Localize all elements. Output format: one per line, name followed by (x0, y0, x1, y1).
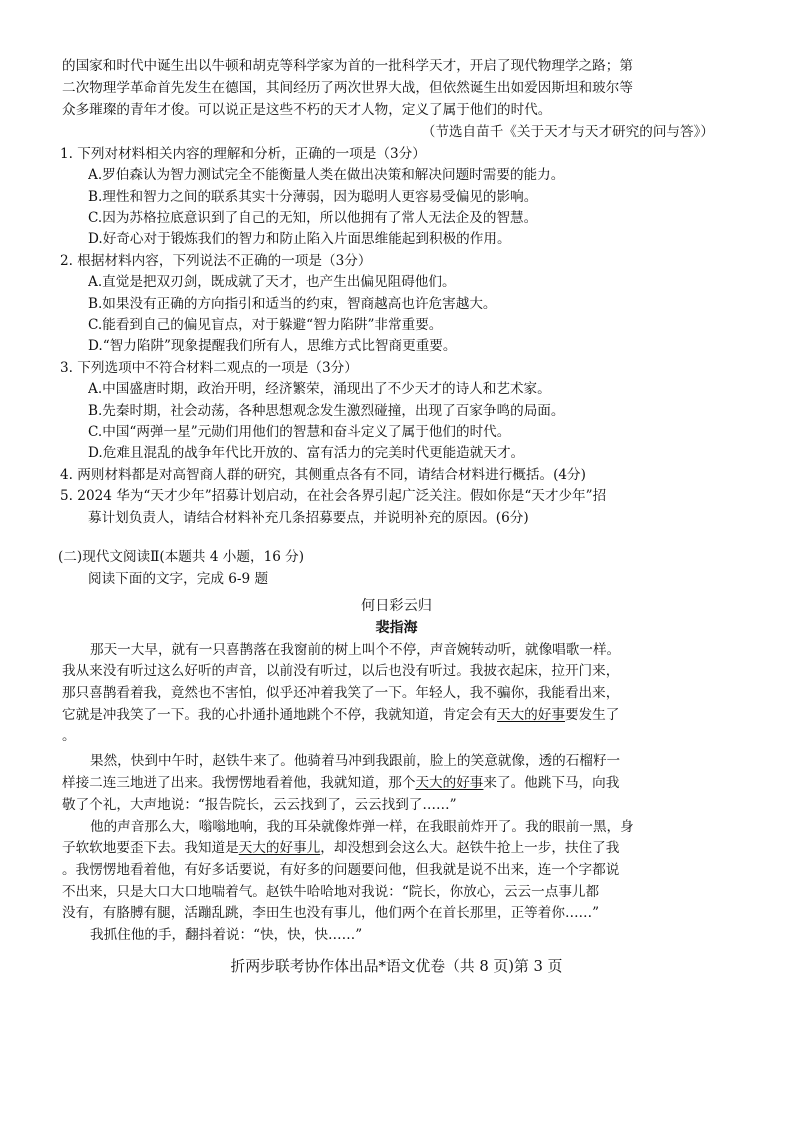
section-2-instruction: 阅读下面的文字，完成 6-9 题 (88, 571, 269, 587)
story-p3-line-5: 没有，有胳膊有腿，活蹦乱跳，李田生也没有事儿，他们两个在首长那里，正等着你……” (62, 905, 600, 921)
question-3-option-d: D.危难且混乱的战争年代比开放的、富有活力的完美时代更能造就天才。 (88, 445, 525, 461)
question-2-option-d: D.“智力陷阱”现象提醒我们所有人，思维方式比智商更重要。 (88, 338, 457, 354)
story-p2-line-2 (62, 773, 742, 794)
story-p1-line-4-text: 它就是冲我笑了一下。我的心扑通扑通地跳个不停，我就知道，肯定会有 (62, 707, 497, 723)
question-1-stem: 1. 下列对材料相关内容的理解和分析，正确的一项是（3分） (60, 146, 426, 162)
question-2-option-c: C.能看到自己的偏见盲点，对于躲避“智力陷阱”非常重要。 (88, 317, 443, 333)
question-4: 4. 两则材料都是对高智商人群的研究，其侧重点各有不同，请结合材料进行概括。(4分) (60, 467, 586, 483)
story-p1-line-5: 。 (62, 728, 76, 744)
story-p3-line-2-text: 子软软地要歪下去。我知道是 (62, 840, 239, 856)
section-2-heading: (二)现代文阅读Ⅱ(本题共 4 小题，16 分) (58, 549, 305, 565)
story-p3-line-1: 他的声音那么大，嗡嗡地响，我的耳朵就像炸弹一样，在我眼前炸开了。我的眼前一黑，身 (90, 819, 634, 835)
story-p2-line-2-end: 来了。他跳下马，向我 (483, 775, 620, 791)
question-5-line-2: 募计划负责人，请结合材料补充几条招募要点，并说明补充的原因。(6分) (88, 510, 529, 526)
story-p2-line-1: 果然，快到中午时，赵铁牛来了。他骑着马冲到我跟前，脸上的笑意就像，透的石榴籽一 (90, 753, 621, 769)
story-p1-line-4 (62, 705, 742, 726)
page-footer: 折两步联考协作体出品*语文优卷（共 8 页)第 3 页 (230, 958, 563, 975)
story-p2-line-3: 敬了个礼，大声地说：“报告院长，云云找到了，云云找到了……” (62, 797, 457, 813)
story-author: 裴指海 (375, 620, 418, 636)
question-3-stem: 3. 下列选项中不符合材料二观点的一项是（3分） (60, 360, 358, 376)
intro-line-1: 的国家和时代中诞生出以牛顿和胡克等科学家为首的一批科学天才，开启了现代物理学之路；第 (62, 58, 633, 74)
intro-line-3: 众多璀璨的青年才俊。可以说正是这些不朽的天才人物，定义了属于他们的时代。 (62, 102, 552, 118)
story-p1-line-4-end: 要发生了 (564, 707, 620, 723)
question-3-option-a: A.中国盛唐时期，政治开明，经济繁荣，涌现出了不少天才的诗人和艺术家。 (88, 381, 551, 397)
underlined-phrase: 天大的好事儿 (238, 840, 321, 856)
story-p3-line-3: 。我愣愣地看着他，有好多话要说，有好多的问题要问他，但我就是说不出来，连一个字都说 (62, 862, 620, 878)
story-p1-line-2: 我从来没有听过这么好听的声音，以前没有听过，以后也没有听过。我披衣起床，拉开门来， (62, 663, 620, 679)
story-p4: 我抓住他的手，翻抖着说：“快，快，快……” (90, 927, 363, 943)
underlined-phrase: 天大的好事 (497, 707, 565, 723)
question-1-option-d: D.好奇心对于锻炼我们的智力和防止陷入片面思维能起到积极的作用。 (88, 231, 511, 247)
story-p3-line-2-end: ，却没想到会这么大。赵铁牛抢上一步，扶住了我 (320, 840, 620, 856)
question-1-option-c: C.因为苏格拉底意识到了自己的无知，所以他拥有了常人无法企及的智慧。 (88, 210, 538, 226)
question-5-line-1: 5. 2024 华为“天才少年”招募计划启动，在社会各界引起广泛关注。假如你是“天才少年”招 (60, 488, 607, 504)
question-2-option-a: A.直觉是把双刃剑，既成就了天才，也产生出偏见阻碍他们。 (88, 274, 456, 290)
story-p3-line-4: 不出来，只是大口大口地喘着气。赵铁牛哈哈地对我说：“院长，你放心，云云一点事儿都 (62, 884, 600, 900)
underlined-phrase: 天大的好事 (415, 775, 484, 791)
question-1-option-a: A.罗伯森认为智力测试完全不能衡量人类在做出决策和解决问题时需要的能力。 (88, 167, 565, 183)
question-1-option-b: B.理性和智力之间的联系其实十分薄弱，因为聪明人更容易受偏见的影响。 (88, 189, 538, 205)
question-3-option-b: B.先秦时期，社会动荡，各种思想观念发生激烈碰撞，出现了百家争鸣的局面。 (88, 403, 565, 419)
story-p3-line-2 (62, 838, 742, 859)
question-2-option-b: B.如果没有正确的方向指引和适当的约束，智商越高也许危害越大。 (88, 296, 497, 312)
source-note: （节选自苗千《关于天才与天才研究的问与答》） (421, 124, 714, 140)
story-title: 何日彩云归 (361, 598, 432, 614)
story-p1-line-1: 那天一大早，就有一只喜鹊落在我窗前的树上叫个不停，声音婉转动听，就像唱歌一样。 (90, 642, 621, 658)
story-p2-line-2-text: 样接二连三地迸了出来。我愣愣地看着他，我就知道，那个 (62, 775, 416, 791)
question-2-stem: 2. 根据材料内容，下列说法不正确的一项是（3分） (60, 253, 372, 269)
story-p1-line-3: 那只喜鹊看着我，竟然也不害怕，似乎还冲着我笑了一下。年轻人，我不骗你，我能看出来， (62, 685, 620, 701)
intro-line-2: 二次物理学革命首先发生在德国，其间经历了两次世界大战，但依然诞生出如爱因斯坦和玻尔等 (62, 80, 633, 96)
question-3-option-c: C.中国“两弹一星”元勋们用他们的智慧和奋斗定义了属于他们的时代。 (88, 424, 511, 440)
